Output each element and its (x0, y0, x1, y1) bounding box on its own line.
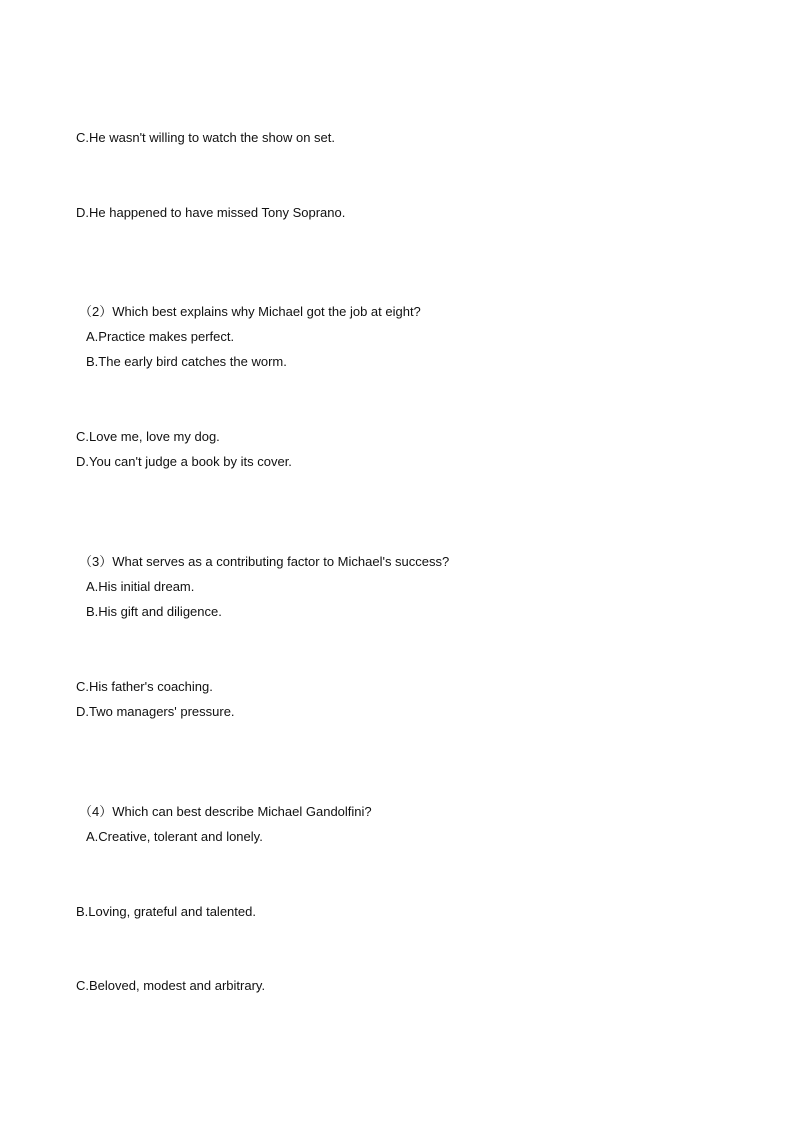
q3-stem: （3）What serves as a contributing factor to Michael's success? (79, 554, 450, 569)
q2-option-b: B.The early bird catches the worm. (86, 354, 287, 369)
q4-option-a: A.Creative, tolerant and lonely. (86, 829, 263, 844)
q2-option-c: C.Love me, love my dog. (76, 429, 220, 444)
q4-option-c: C.Beloved, modest and arbitrary. (76, 978, 266, 993)
q3-option-d: D.Two managers' pressure. (76, 704, 235, 719)
q1-option-d: D.He happened to have missed Tony Soprano. (76, 205, 346, 220)
q2-option-a: A.Practice makes perfect. (86, 329, 235, 344)
q4-stem: （4）Which can best describe Michael Gandolfini? (79, 804, 372, 819)
q1-option-c: C.He wasn't willing to watch the show on set. (76, 130, 335, 145)
q2-stem: （2）Which best explains why Michael got the job at eight? (79, 304, 421, 319)
q3-option-b: B.His gift and diligence. (86, 604, 222, 619)
q4-option-b: B.Loving, grateful and talented. (76, 904, 256, 919)
q2-option-d: D.You can't judge a book by its cover. (76, 454, 292, 469)
q3-option-a: A.His initial dream. (86, 579, 195, 594)
q3-option-c: C.His father's coaching. (76, 679, 213, 694)
